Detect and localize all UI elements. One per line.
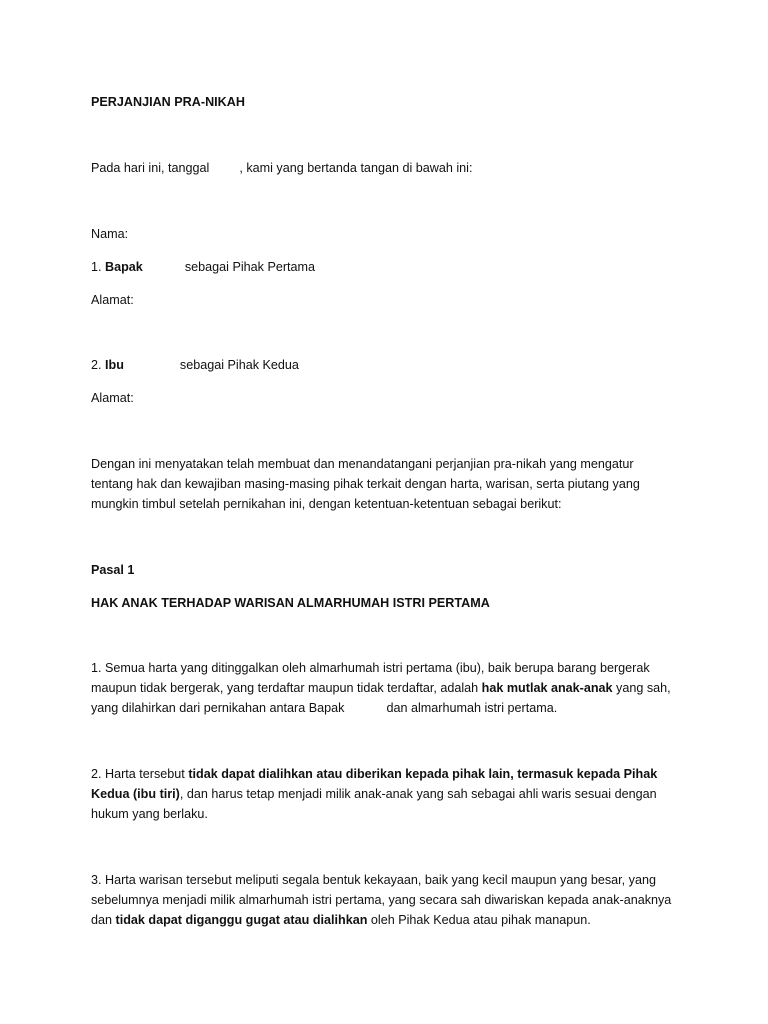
clause-emphasis: Kedua (ibu tiri) bbox=[91, 787, 180, 801]
opening-text-after: , kami yang bertanda tangan di bawah ini: bbox=[239, 161, 473, 175]
clause-line: 1. Semua harta yang ditinggalkan oleh almarhumah istri pertama (ibu), baik berupa barang bergerak bbox=[91, 661, 650, 675]
party1-number: 1. bbox=[91, 260, 102, 274]
nama-label: Nama: bbox=[91, 227, 129, 241]
intro-line: tentang hak dan kewajiban masing-masing pihak terkait dengan harta, warisan, serta piutang yang bbox=[91, 477, 640, 491]
clause-2 bbox=[91, 764, 691, 824]
party1-role: sebagai Pihak Pertama bbox=[184, 260, 316, 274]
clause-text: 2. Harta tersebut bbox=[91, 767, 189, 781]
pasal-label: Pasal 1 bbox=[91, 563, 135, 577]
clause-line bbox=[91, 784, 691, 804]
pasal-heading: HAK ANAK TERHADAP WARISAN ALMARHUMAH ISTRI PERTAMA bbox=[91, 596, 490, 610]
clause-emphasis: tidak dapat diganggu gugat atau dialihkan bbox=[115, 913, 368, 927]
clause-line: hukum yang berlaku. bbox=[91, 807, 208, 821]
party1-address-label: Alamat: bbox=[91, 293, 134, 307]
clause-text: yang sah, bbox=[612, 681, 671, 695]
clause-text: , dan harus tetap menjadi milik anak-anak yang sah sebagai ahli waris sesuai dengan bbox=[179, 787, 657, 801]
intro-line: Dengan ini menyatakan telah membuat dan menandatangani perjanjian pra-nikah yang mengatur bbox=[91, 457, 634, 471]
clause-text: oleh Pihak Kedua atau pihak manapun. bbox=[367, 913, 591, 927]
clause-line bbox=[91, 910, 691, 930]
clause-1 bbox=[91, 658, 691, 718]
party2-line bbox=[91, 355, 691, 375]
clause-text: dan bbox=[91, 913, 116, 927]
party1-line bbox=[91, 257, 691, 277]
clause-text: yang dilahirkan dari pernikahan antara Bapak bbox=[91, 701, 345, 715]
clause-line bbox=[91, 764, 691, 784]
intro-paragraph bbox=[91, 454, 691, 514]
opening-text-before: Pada hari ini, tanggal bbox=[91, 161, 210, 175]
opening-line bbox=[91, 158, 691, 178]
clause-emphasis: hak mutlak anak-anak bbox=[481, 681, 613, 695]
party2-address-label: Alamat: bbox=[91, 391, 134, 405]
clause-line: 3. Harta warisan tersebut meliputi segala bentuk kekayaan, baik yang kecil maupun yang besar, yang bbox=[91, 873, 656, 887]
party2-number: 2. bbox=[91, 358, 102, 372]
clause-line: sebelumnya menjadi milik almarhumah istri pertama, yang secara sah diwariskan kepada anak-anaknya bbox=[91, 893, 672, 907]
clause-3 bbox=[91, 870, 691, 930]
clause-text: maupun tidak bergerak, yang terdaftar maupun tidak terdaftar, adalah bbox=[91, 681, 482, 695]
clause-text: dan almarhumah istri pertama. bbox=[386, 701, 558, 715]
intro-line: mungkin timbul setelah pernikahan ini, dengan ketentuan-ketentuan sebagai berikut: bbox=[91, 497, 562, 511]
document-title: PERJANJIAN PRA-NIKAH bbox=[91, 95, 245, 109]
clause-line bbox=[91, 678, 691, 698]
clause-emphasis: tidak dapat dialihkan atau diberikan kepada pihak lain, termasuk kepada Pihak bbox=[188, 767, 658, 781]
party2-title: Ibu bbox=[105, 358, 124, 372]
party2-role: sebagai Pihak Kedua bbox=[179, 358, 299, 372]
clause-line bbox=[91, 698, 691, 718]
party1-title: Bapak bbox=[105, 260, 143, 274]
